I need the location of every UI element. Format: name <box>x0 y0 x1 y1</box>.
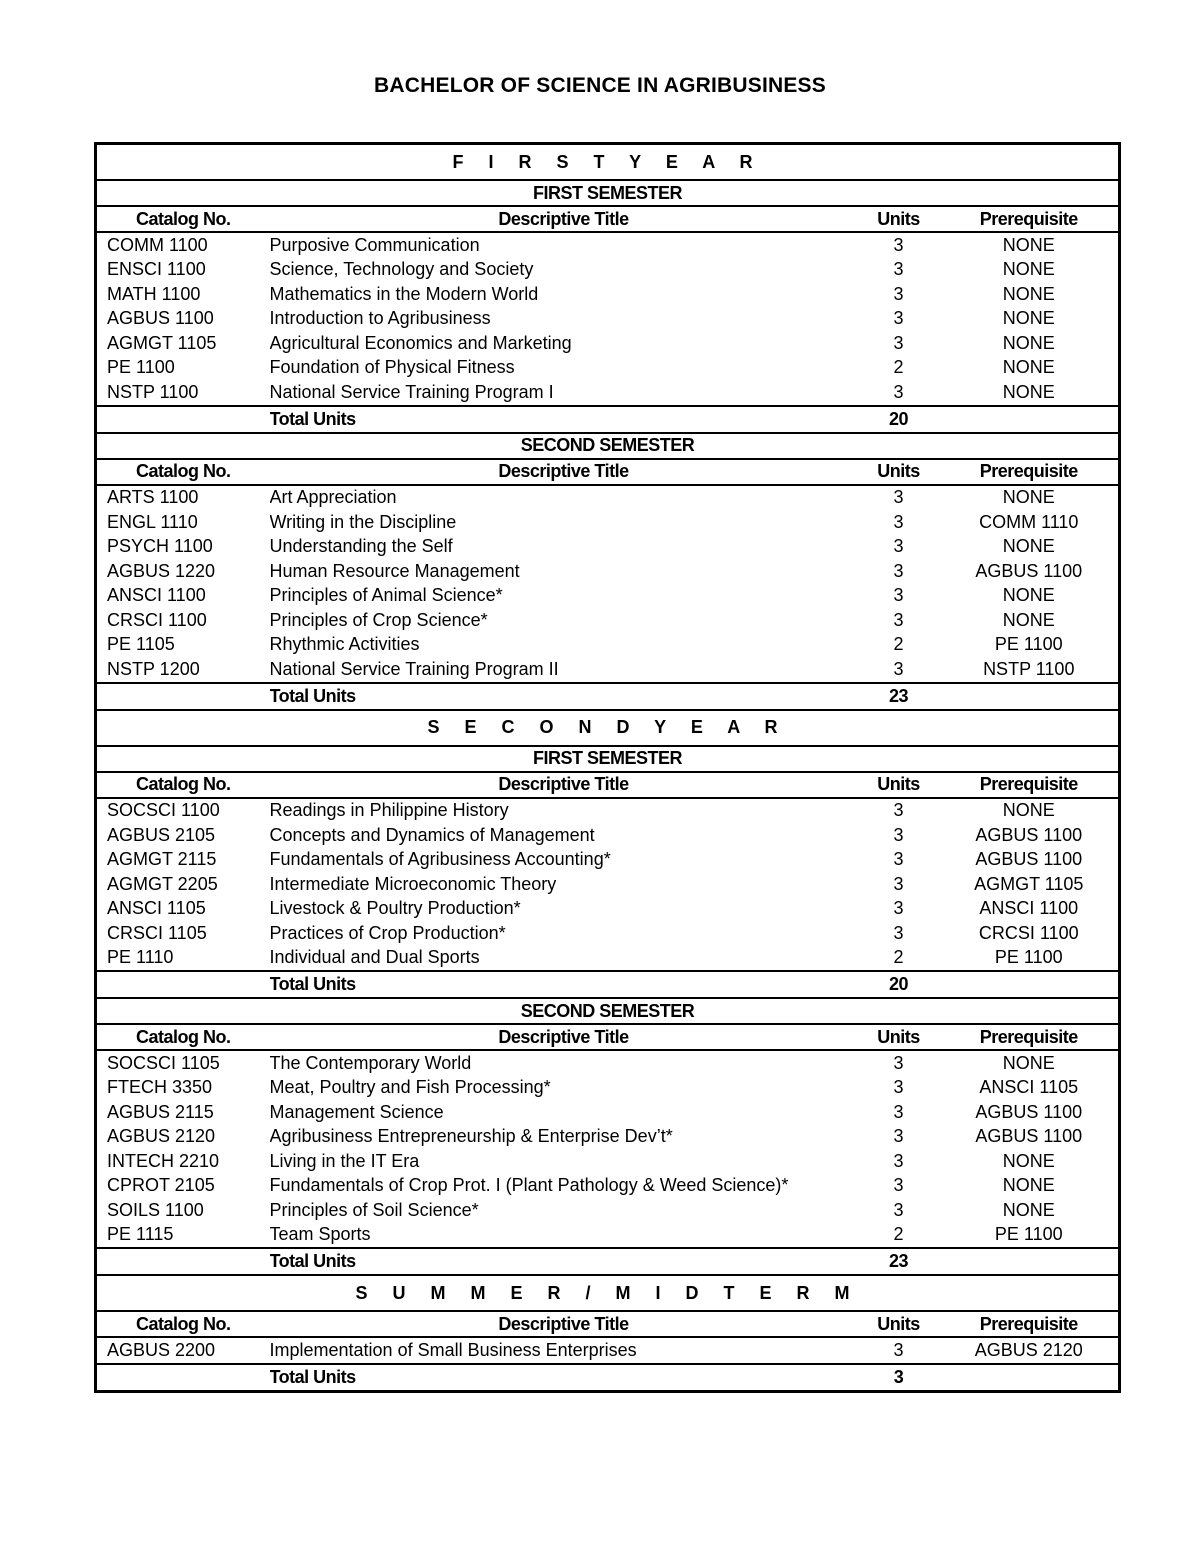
total-units-label: Total Units <box>270 1248 858 1275</box>
course-title: Intermediate Microeconomic Theory <box>269 873 557 894</box>
course-row <box>96 1149 1120 1174</box>
course-units: 3 <box>893 487 904 508</box>
course-row <box>96 232 1120 258</box>
course-title: Mathematics in the Modern World <box>269 283 539 304</box>
course-row <box>96 510 1120 535</box>
course-title: Art Appreciation <box>269 487 397 508</box>
course-catalog-no: ANSCI 1100 <box>107 585 206 606</box>
course-catalog-no: AGBUS 2200 <box>107 1339 216 1360</box>
header-units: Units <box>858 459 940 485</box>
total-spacer <box>940 1364 1120 1392</box>
course-prerequisite: NONE <box>1002 308 1055 329</box>
course-units: 3 <box>893 1339 904 1360</box>
course-catalog-no: PE 1110 <box>107 947 174 968</box>
course-units: 3 <box>893 308 904 329</box>
course-prerequisite: NONE <box>1002 234 1055 255</box>
course-catalog-no: AGMGT 1105 <box>107 332 217 353</box>
course-title: Living in the IT Era <box>269 1150 420 1171</box>
course-catalog-no: COMM 1100 <box>107 234 208 255</box>
course-prerequisite: AGBUS 1100 <box>975 1101 1083 1122</box>
header-catalog-no: Catalog No. <box>96 459 270 485</box>
course-prerequisite: NONE <box>1002 1199 1055 1220</box>
total-spacer <box>940 406 1120 433</box>
course-catalog-no: ANSCI 1105 <box>107 898 206 919</box>
course-units: 2 <box>893 357 904 378</box>
course-title: Concepts and Dynamics of Management <box>269 824 595 845</box>
header-descriptive-title: Descriptive Title <box>270 459 858 485</box>
course-catalog-no: SOCSCI 1100 <box>107 800 220 821</box>
course-catalog-no: NSTP 1100 <box>107 381 199 402</box>
course-units: 3 <box>893 658 904 679</box>
course-title: Practices of Crop Production* <box>269 922 506 943</box>
course-prerequisite: NONE <box>1002 1150 1055 1171</box>
document-title: BACHELOR OF SCIENCE IN AGRIBUSINESS <box>374 74 826 97</box>
total-spacer <box>96 683 270 710</box>
header-descriptive-title: Descriptive Title <box>270 1311 858 1337</box>
course-prerequisite: NONE <box>1002 283 1055 304</box>
course-row <box>96 1337 1120 1364</box>
course-units: 3 <box>893 849 904 870</box>
year-heading: S E C O N D Y E A R <box>96 710 1120 746</box>
course-units: 2 <box>893 1224 904 1245</box>
total-units-value: 23 <box>858 1248 940 1275</box>
course-row <box>96 921 1120 946</box>
course-catalog-no: NSTP 1200 <box>107 658 200 679</box>
course-title: National Service Training Program I <box>269 381 554 402</box>
course-row <box>96 380 1120 406</box>
course-prerequisite: NONE <box>1002 259 1055 280</box>
curriculum-table <box>94 142 1121 1393</box>
header-units: Units <box>858 206 940 232</box>
course-row <box>96 946 1120 972</box>
course-row <box>96 1198 1120 1223</box>
course-units: 3 <box>893 536 904 557</box>
header-catalog-no: Catalog No. <box>96 206 270 232</box>
course-title: Principles of Crop Science* <box>269 609 488 630</box>
course-catalog-no: ENSCI 1100 <box>107 259 206 280</box>
course-units: 3 <box>893 283 904 304</box>
course-title: Meat, Poultry and Fish Processing* <box>269 1077 551 1098</box>
total-units-value: 3 <box>858 1364 940 1392</box>
course-prerequisite: NONE <box>1002 609 1055 630</box>
course-title: Purposive Communication <box>269 234 480 255</box>
header-prerequisite: Prerequisite <box>940 206 1120 232</box>
course-title: Science, Technology and Society <box>269 259 534 280</box>
course-units: 3 <box>893 922 904 943</box>
course-row <box>96 1223 1120 1249</box>
course-units: 3 <box>893 511 904 532</box>
course-units: 3 <box>893 1150 904 1171</box>
year-heading-row <box>96 710 1120 746</box>
total-spacer <box>96 406 270 433</box>
total-units-label: Total Units <box>270 406 858 433</box>
total-spacer <box>96 1248 270 1275</box>
course-prerequisite: NONE <box>1002 357 1055 378</box>
semester-heading-row <box>96 998 1120 1024</box>
course-row <box>96 848 1120 873</box>
course-catalog-no: PSYCH 1100 <box>107 536 213 557</box>
header-catalog-no: Catalog No. <box>96 772 270 798</box>
course-prerequisite: NONE <box>1002 487 1055 508</box>
total-units-value: 20 <box>858 971 940 998</box>
header-descriptive-title: Descriptive Title <box>270 772 858 798</box>
course-row <box>96 356 1120 381</box>
total-spacer <box>940 683 1120 710</box>
header-prerequisite: Prerequisite <box>940 772 1120 798</box>
course-title: National Service Training Program II <box>269 658 559 679</box>
course-prerequisite: NONE <box>1002 332 1055 353</box>
course-title: Team Sports <box>269 1224 371 1245</box>
header-catalog-no: Catalog No. <box>96 1311 270 1337</box>
course-catalog-no: AGBUS 1100 <box>107 308 214 329</box>
course-prerequisite: NONE <box>1002 1175 1055 1196</box>
course-row <box>96 559 1120 584</box>
total-units-row <box>96 1248 1120 1275</box>
course-prerequisite: PE 1100 <box>994 634 1063 655</box>
course-row <box>96 608 1120 633</box>
course-row <box>96 535 1120 560</box>
course-catalog-no: AGMGT 2205 <box>107 873 218 894</box>
course-prerequisite: CRCSI 1100 <box>978 922 1079 943</box>
course-title: Readings in Philippine History <box>269 800 509 821</box>
course-prerequisite: COMM 1110 <box>979 511 1079 532</box>
course-prerequisite: ANSCI 1100 <box>979 898 1079 919</box>
course-units: 3 <box>893 381 904 402</box>
course-catalog-no: AGBUS 2120 <box>107 1126 216 1147</box>
course-prerequisite: PE 1100 <box>994 1224 1063 1245</box>
header-prerequisite: Prerequisite <box>940 1311 1120 1337</box>
course-prerequisite: NONE <box>1002 536 1055 557</box>
course-units: 3 <box>893 1077 904 1098</box>
course-row <box>96 633 1120 658</box>
course-row <box>96 1076 1120 1101</box>
header-descriptive-title: Descriptive Title <box>270 206 858 232</box>
header-units: Units <box>858 1024 940 1050</box>
total-spacer <box>940 1248 1120 1275</box>
course-title: Implementation of Small Business Enterprises <box>269 1339 637 1360</box>
total-units-label: Total Units <box>270 683 858 710</box>
course-prerequisite: AGBUS 2120 <box>974 1339 1083 1360</box>
course-title: Principles of Animal Science* <box>269 585 503 606</box>
total-units-row <box>96 406 1120 433</box>
semester-heading-row <box>96 433 1120 459</box>
course-catalog-no: MATH 1100 <box>107 283 201 304</box>
course-units: 2 <box>893 947 904 968</box>
course-prerequisite: NONE <box>1002 1052 1055 1073</box>
course-catalog-no: CRSCI 1105 <box>107 922 207 943</box>
semester-heading-row <box>96 746 1120 772</box>
course-row <box>96 485 1120 511</box>
course-row <box>96 823 1120 848</box>
total-units-row <box>96 1364 1120 1392</box>
course-units: 3 <box>893 259 904 280</box>
course-row <box>96 1100 1120 1125</box>
course-prerequisite: PE 1100 <box>994 947 1063 968</box>
course-units: 3 <box>893 1199 904 1220</box>
course-units: 3 <box>893 824 904 845</box>
total-units-label: Total Units <box>270 1364 858 1392</box>
course-title: Fundamentals of Agribusiness Accounting* <box>269 849 611 870</box>
course-row <box>96 1050 1120 1076</box>
course-prerequisite: NONE <box>1002 585 1055 606</box>
curriculum-body <box>96 144 1120 1392</box>
course-units: 3 <box>893 898 904 919</box>
course-title: Management Science <box>269 1101 444 1122</box>
course-title: Agribusiness Entrepreneurship & Enterprise Dev’t* <box>269 1126 673 1147</box>
column-header-row <box>96 1024 1120 1050</box>
course-units: 3 <box>893 1052 904 1073</box>
course-units: 3 <box>893 1126 904 1147</box>
total-spacer <box>96 1364 270 1392</box>
course-catalog-no: AGMGT 2115 <box>107 849 217 870</box>
course-units: 3 <box>893 609 904 630</box>
course-title: Foundation of Physical Fitness <box>269 357 515 378</box>
course-title: Introduction to Agribusiness <box>269 308 491 329</box>
course-prerequisite: AGBUS 1100 <box>975 824 1083 845</box>
semester-heading: FIRST SEMESTER <box>96 746 1120 772</box>
course-prerequisite: ANSCI 1105 <box>979 1077 1079 1098</box>
course-units: 3 <box>893 873 904 894</box>
course-catalog-no: PE 1100 <box>107 357 175 378</box>
course-prerequisite: AGBUS 1100 <box>975 849 1083 870</box>
course-catalog-no: ENGL 1110 <box>107 511 198 532</box>
course-catalog-no: ARTS 1100 <box>107 487 199 508</box>
course-title: Agricultural Economics and Marketing <box>269 332 572 353</box>
course-prerequisite: AGMGT 1105 <box>974 873 1084 894</box>
course-units: 3 <box>893 800 904 821</box>
total-units-row <box>96 971 1120 998</box>
course-title: Principles of Soil Science* <box>269 1199 479 1220</box>
total-spacer <box>96 971 270 998</box>
course-units: 3 <box>893 560 904 581</box>
course-units: 3 <box>893 332 904 353</box>
course-title: The Contemporary World <box>269 1052 472 1073</box>
course-units: 3 <box>893 585 904 606</box>
course-prerequisite: NONE <box>1002 800 1055 821</box>
course-row <box>96 282 1120 307</box>
course-prerequisite: NONE <box>1002 381 1055 402</box>
course-title: Rhythmic Activities <box>269 634 420 655</box>
course-units: 3 <box>893 1101 904 1122</box>
year-heading: S U M M E R / M I D T E R M <box>96 1275 1120 1311</box>
column-header-row <box>96 206 1120 232</box>
course-row <box>96 872 1120 897</box>
course-catalog-no: FTECH 3350 <box>107 1077 213 1098</box>
course-prerequisite: NSTP 1100 <box>983 658 1075 679</box>
course-units: 2 <box>893 634 904 655</box>
year-heading: F I R S T Y E A R <box>96 144 1120 181</box>
course-prerequisite: AGBUS 1100 <box>975 1126 1083 1147</box>
year-heading-row <box>96 1275 1120 1311</box>
year-heading-row <box>96 144 1120 181</box>
semester-heading: FIRST SEMESTER <box>96 180 1120 206</box>
course-catalog-no: PE 1115 <box>107 1224 174 1245</box>
total-units-label: Total Units <box>270 971 858 998</box>
semester-heading-row <box>96 180 1120 206</box>
total-units-value: 23 <box>858 683 940 710</box>
course-row <box>96 258 1120 283</box>
course-row <box>96 331 1120 356</box>
header-catalog-no: Catalog No. <box>96 1024 270 1050</box>
column-header-row <box>96 459 1120 485</box>
header-prerequisite: Prerequisite <box>940 459 1120 485</box>
course-title: Understanding the Self <box>269 536 453 557</box>
course-title: Individual and Dual Sports <box>269 947 480 968</box>
course-units: 3 <box>893 1175 904 1196</box>
semester-heading: SECOND SEMESTER <box>96 998 1120 1024</box>
course-row <box>96 1125 1120 1150</box>
course-title: Human Resource Management <box>269 560 520 581</box>
course-title: Fundamentals of Crop Prot. I (Plant Pathology & Weed Science)* <box>269 1175 789 1196</box>
course-units: 3 <box>893 234 904 255</box>
column-header-row <box>96 772 1120 798</box>
course-row <box>96 657 1120 683</box>
course-title: Writing in the Discipline <box>269 511 457 532</box>
course-catalog-no: AGBUS 2105 <box>107 824 216 845</box>
header-units: Units <box>858 772 940 798</box>
total-units-row <box>96 683 1120 710</box>
course-catalog-no: INTECH 2210 <box>107 1150 220 1171</box>
course-row <box>96 897 1120 922</box>
header-units: Units <box>858 1311 940 1337</box>
course-catalog-no: CRSCI 1100 <box>107 609 207 630</box>
total-units-value: 20 <box>858 406 940 433</box>
header-descriptive-title: Descriptive Title <box>270 1024 858 1050</box>
course-row <box>96 584 1120 609</box>
course-catalog-no: AGBUS 1220 <box>107 560 216 581</box>
course-prerequisite: AGBUS 1100 <box>975 560 1083 581</box>
header-prerequisite: Prerequisite <box>940 1024 1120 1050</box>
course-catalog-no: SOILS 1100 <box>107 1199 204 1220</box>
course-catalog-no: PE 1105 <box>107 634 175 655</box>
course-title: Livestock & Poultry Production* <box>269 898 521 919</box>
course-row <box>96 1174 1120 1199</box>
course-row <box>96 798 1120 824</box>
course-catalog-no: AGBUS 2115 <box>107 1101 214 1122</box>
course-row <box>96 307 1120 332</box>
course-catalog-no: SOCSCI 1105 <box>107 1052 220 1073</box>
column-header-row <box>96 1311 1120 1337</box>
total-spacer <box>940 971 1120 998</box>
course-catalog-no: CPROT 2105 <box>107 1175 215 1196</box>
semester-heading: SECOND SEMESTER <box>96 433 1120 459</box>
